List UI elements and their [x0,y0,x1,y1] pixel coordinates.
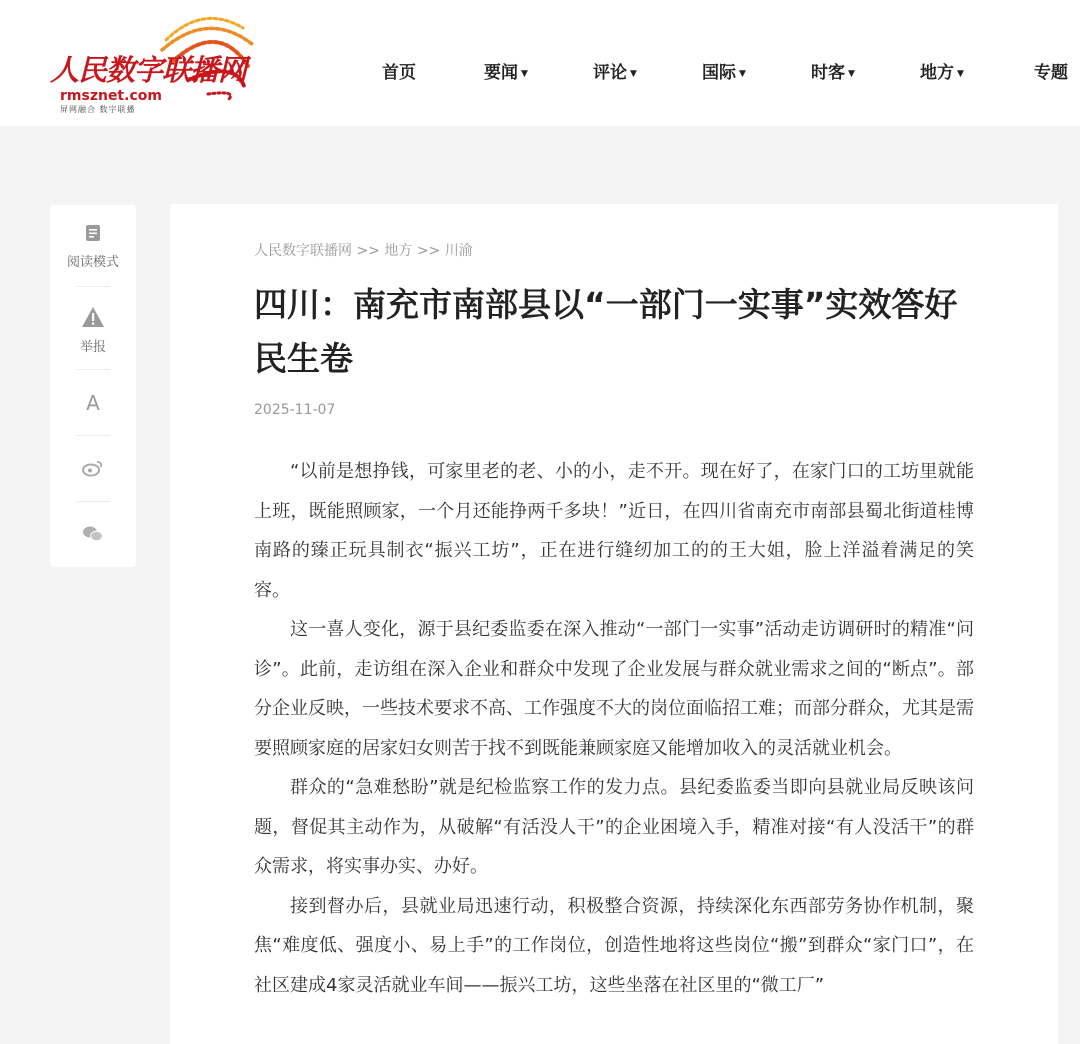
report-label: 举报 [79,340,106,355]
weibo-share-button[interactable] [50,459,136,481]
nav-headlines[interactable] [484,58,528,83]
logo-domain: rmsznet.com [60,88,162,104]
caret-down-icon: ▼ [630,69,637,79]
article-paragraph: 接到督办后，县就业局迅速行动，积极整合资源，持续深化东西部劳务协作机制，聚焦“难度低、强度小、易上手”的工作岗位，创造性地将这些岗位“搬”到群众“家门口”，在社区建成4家灵活就业车间——振兴工坊，这些坐落在社区里的“微工厂” [254,895,974,996]
nav-commentary[interactable] [593,58,637,83]
breadcrumb-local[interactable]: 地方 [384,243,413,259]
nav-home[interactable] [382,58,416,83]
font-size-icon: A [86,391,100,415]
font-size-button[interactable] [50,391,136,415]
article-tools [50,205,136,567]
nav-label: 国际 [702,63,736,83]
reading-mode-label: 阅读模式 [66,255,119,270]
divider [76,369,110,370]
divider [76,435,110,436]
nav-label: 要闻 [484,63,518,83]
report-button[interactable] [50,306,136,355]
article-date: 2025-11-07 [254,402,336,418]
breadcrumb-separator: >> [416,243,441,259]
article-paragraph: “以前是想挣钱，可家里老的老、小的小，走不开。现在好了，在家门口的工坊里就能上班，既能照顾家，一个月还能挣两千多块！”近日，在四川省南充市南部县蜀北街道桂博南路的臻正玩具制衣“振兴工坊”，正在进行缝纫加工的的王大姐，脸上洋溢着满足的笑容。 [254,461,974,601]
article-title: 四川：南充市南部县以“一部门一实事”实效答好民生卷 [254,285,958,378]
warning-icon [81,306,105,328]
caret-down-icon: ▼ [739,69,746,79]
divider [76,286,110,287]
breadcrumb-home[interactable]: 人民数字联播网 [254,243,352,259]
breadcrumb-separator: >> [356,243,380,259]
divider [76,501,110,502]
main-nav [0,58,1080,88]
nav-label: 时客 [811,63,845,83]
weibo-icon [82,459,104,477]
article-card [170,204,1058,1044]
wechat-share-button[interactable] [50,525,136,547]
nav-topics[interactable] [1034,58,1068,83]
caret-down-icon: ▼ [521,69,528,79]
site-header [0,0,1080,126]
breadcrumb-chuanyu[interactable]: 川渝 [444,243,473,259]
caret-down-icon: ▼ [848,69,855,79]
article-paragraph: 这一喜人变化，源于县纪委监委在深入推动“一部门一实事”活动走访调研时的精准“问诊”。此前，走访组在深入企业和群众中发现了企业发展与群众就业需求之间的“断点”。部分企业反映，一些技术要求不高、工作强度不大的岗位面临招工难；而部分群众，尤其是需要照顾家庭的居家妇女则苦于找不到既能兼顾家庭又能增加收入的灵活就业机会。 [254,619,974,759]
article-paragraph: 群众的“急难愁盼”就是纪检监察工作的发力点。县纪委监委当即向县就业局反映该问题，督促其主动作为，从破解“有活没人干”的企业困境入手，精准对接“有人没活干”的群众需求，将实事办实、办好。 [254,777,974,877]
nav-local[interactable] [920,58,964,83]
caret-down-icon: ▼ [957,69,964,79]
document-icon [83,223,103,243]
article-body [254,452,974,1005]
reading-mode-button[interactable] [50,223,136,270]
logo-slogan: 屏网融合 数字联播 [60,105,136,114]
nav-international[interactable] [702,58,746,83]
breadcrumb [254,240,473,260]
logo-name: 人民数字联播网 [50,53,247,87]
nav-label: 首页 [382,63,416,83]
nav-label: 专题 [1034,63,1068,83]
nav-shike[interactable] [811,58,855,83]
wechat-icon [82,525,104,543]
nav-label: 评论 [593,63,627,83]
nav-label: 地方 [920,63,954,83]
